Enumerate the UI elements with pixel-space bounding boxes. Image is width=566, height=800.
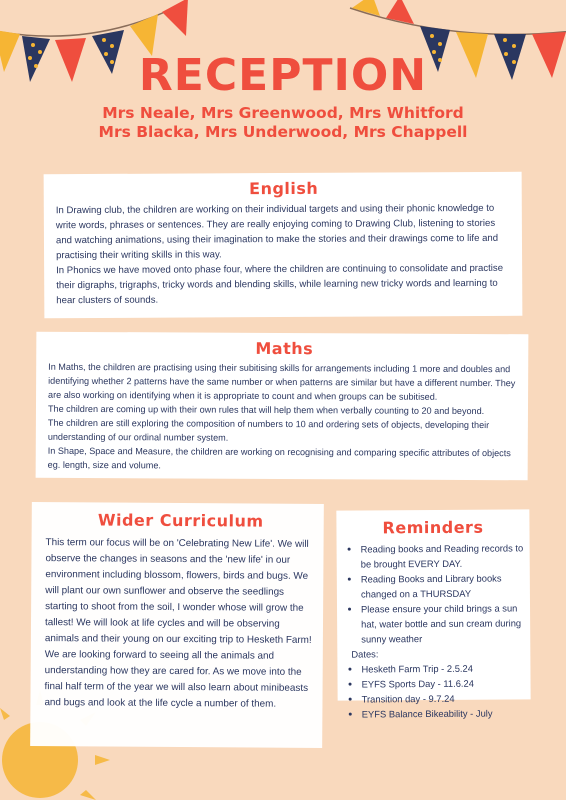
dates-list <box>343 660 524 721</box>
reminders-card <box>336 509 530 720</box>
date-item: • Transition day - 9.7.24 <box>362 690 525 706</box>
maths-paragraph-2: The children are coming up with their own rules that will help them when verbally counting to 20 and beyond. <box>47 403 485 417</box>
maths-paragraph-1: In Maths, the children are practising using their subitising skills for arrangements including 1 more and doubles and identifying whether 2 patterns have the same number or when patterns are similar but have a different number. They are also working on identifying when it is appropriate to count and when groups can be subitised. <box>48 361 516 402</box>
page-title: RECEPTION <box>138 50 428 101</box>
wider-curriculum-heading: Wider Curriculum <box>97 510 264 531</box>
dates-label: Dates: <box>351 648 379 660</box>
maths-card <box>36 332 529 481</box>
reminders-heading: Reminders <box>382 517 484 538</box>
date-item: • EYFS Sports Day - 11.6.24 <box>361 675 524 691</box>
staff-names-line-1: Mrs Neale, Mrs Greenwood, Mrs Whitford <box>102 104 464 122</box>
wider-curriculum-card <box>30 502 324 748</box>
date-item: • Hesketh Farm Trip - 2.5.24 <box>361 660 524 676</box>
english-card <box>44 172 523 319</box>
maths-heading: Maths <box>255 338 314 359</box>
wider-curriculum-paragraph: This term our focus will be on 'Celebrating New Life'. We will observe the changes in seasons and the 'new life' in our environment including blossom, flowers, birds and bugs. We will plant our own sunflower and observe the seedlings starting to shoot from the soil, I wonder whose will grow the tallest! We will look at life cycles and will be observing animals and their young on our exciting trip to Hesketh Farm! We are looking forward to seeing all the animals and understanding how they are cared for. As we move into the final half term of the year we will also learn about minibeasts and bugs and look at the life cycle a number of them. <box>44 537 312 710</box>
maths-paragraph-4: In Shape, Space and Measure, the children are working on recognising and comparing specific attributes of objects eg. length, size and volume. <box>47 445 511 471</box>
staff-names-line-2: Mrs Blacka, Mrs Underwood, Mrs Chappell <box>98 123 468 141</box>
english-heading: English <box>249 178 319 199</box>
date-item: • EYFS Balance Bikeability - July <box>362 705 525 721</box>
maths-paragraph-3: The children are still exploring the composition of numbers to 10 and ordering sets of objects, developing their understanding of our ordinal number system. <box>47 417 490 443</box>
reminders-list <box>343 540 525 646</box>
english-paragraph-2: In Phonics we have moved onto phase four, where the children are continuing to consolidate and practise their digraphs, trigraphs, tricky words and blending skills, while learning new tricky words and learning to hear clusters of sounds. <box>56 262 504 307</box>
english-paragraph-1: In Drawing club, the children are working on their individual targets and using their phonic knowledge to write words, phrases or sentences. They are really enjoying coming to Drawing Club, listening to stories and watching animations, using their imagination to make the stories and their drawings come to life and practising their writing skills in this way. <box>55 202 499 262</box>
reminder-item: • Please ensure your child brings a sun hat, water bottle and sun cream during sunny weather <box>361 600 524 646</box>
reminder-item: • Reading books and Reading records to be brought EVERY DAY. <box>361 540 524 571</box>
reminder-item: • Reading Books and Library books changed on a THURSDAY <box>361 570 524 601</box>
